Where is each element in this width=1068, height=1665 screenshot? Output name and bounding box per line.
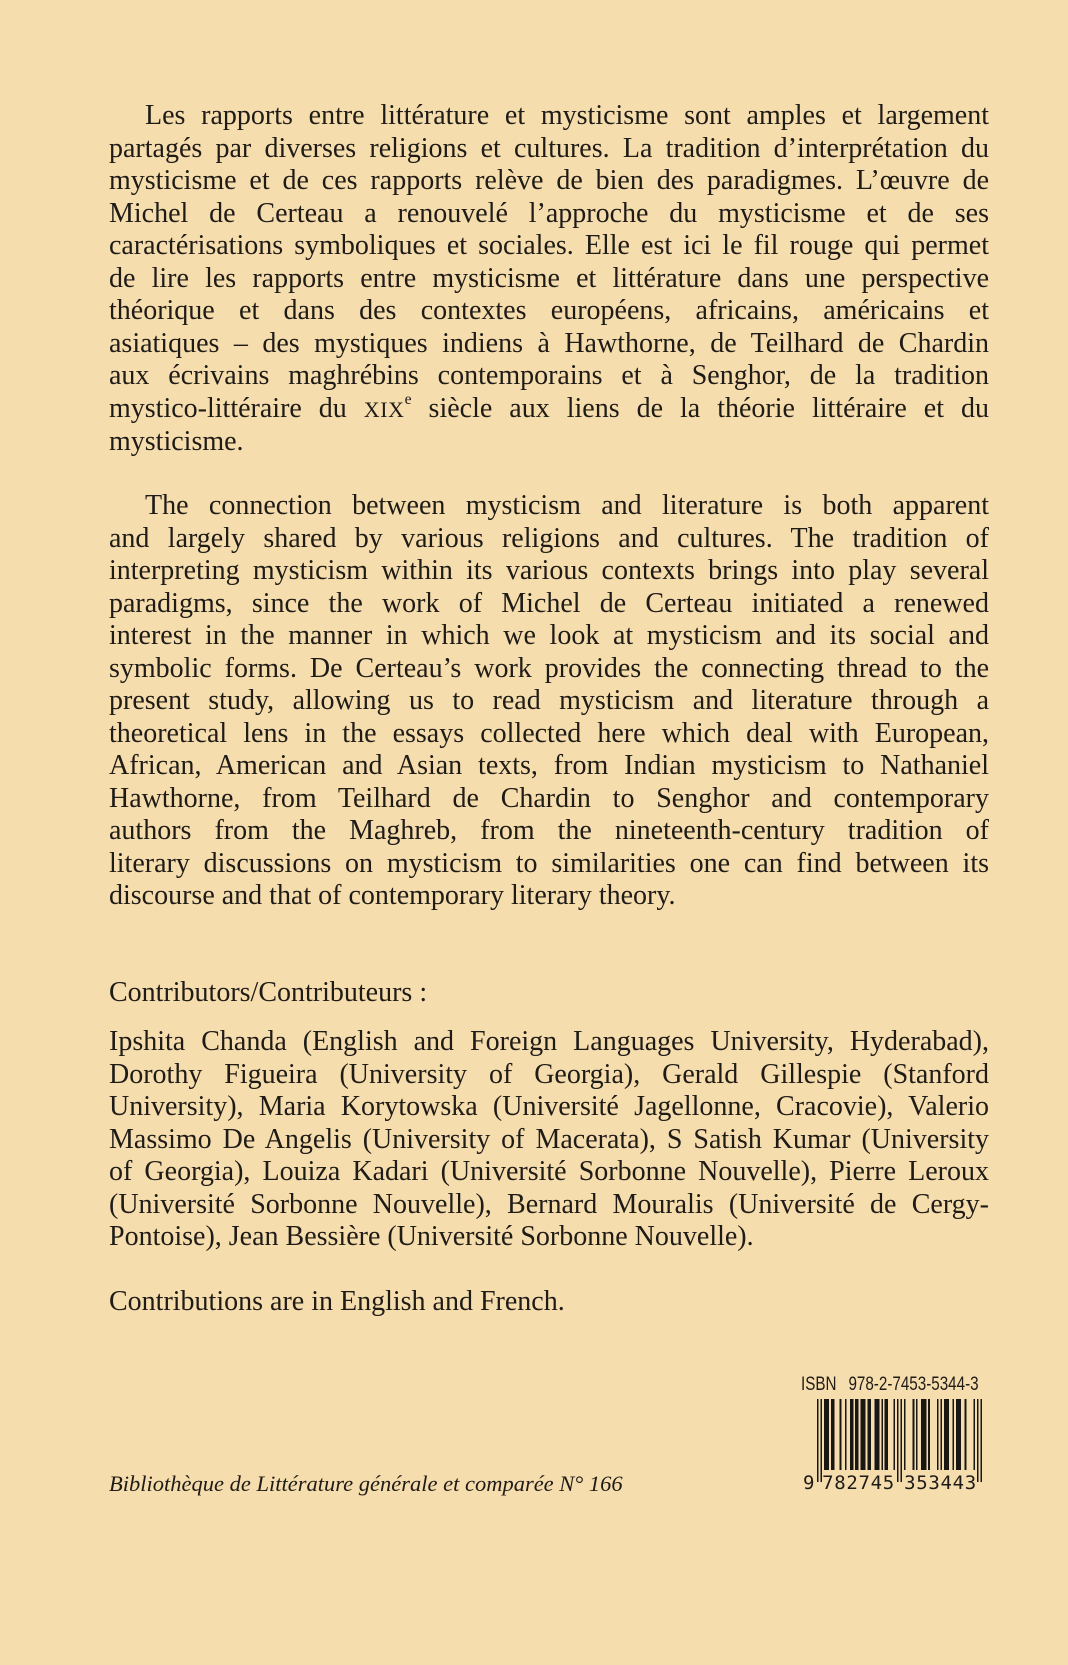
barcode-bar [874,1399,879,1470]
barcode-bar [840,1399,842,1470]
barcode-bar [860,1399,865,1470]
contributors-heading [109,977,989,1010]
english-blurb-line: literary discussions on mysticism to similarities one can find between its [109,847,989,879]
isbn-number: 978-2-7453-5344-3 [848,1374,979,1395]
french-blurb-line: caractérisations symboliques et sociales. Elle est ici le fil rouge qui permet [109,230,989,261]
english-blurb-line: symbolic forms. De Certeau’s work provides the connecting thread to the [109,652,989,684]
contributor-line: University), Maria Korytowska (Université Jagellonne, Cracovie), Valerio [109,1091,989,1122]
barcode-left-digits: 782745 [822,1472,895,1494]
contributor-line: (Université Sorbonne Nouvelle), Bernard Mouralis (Université de Cergy- [109,1188,989,1220]
english-blurb-line: and largely shared by various religions and cultures. The tradition of [109,522,989,554]
french-blurb-line: partagés par diverses religions et cultures. La tradition d’interprétation du [109,132,989,164]
barcode-bar [845,1399,847,1470]
barcode-bar [937,1399,939,1470]
english-blurb-line: The connection between mysticism and literature is both apparent [145,490,989,521]
barcode-guard-bar [817,1399,819,1482]
english-blurb-line: present study, allowing us to read mysticism and literature through a [109,685,989,716]
barcode-bar [893,1399,895,1470]
barcode-bar [916,1399,918,1470]
french-blurb-line: asiatiques – des mystiques indiens à Hawthorne, de Teilhard de Chardin [109,327,989,359]
english-blurb [109,490,989,913]
contributions-note-text: Contributions are in English and French. [109,1286,565,1317]
barcode-bar [881,1399,883,1470]
english-blurb-line: authors from the Maghreb, from the nineteenth-century tradition of [109,815,989,846]
barcode-bar [824,1399,829,1470]
french-blurb-line: Michel de Certeau a renouvelé l’approche du mysticisme et de ses [109,197,989,229]
contributor-line: Dorothy Figueira (University of Georgia), Gerald Gillespie (Stanford [109,1058,989,1090]
century-numeral: XIX [363,397,405,422]
french-blurb-line [109,393,989,427]
contributor-line: Pontoise), Jean Bessière (Université Sorbonne Nouvelle). [109,1221,754,1252]
barcode-guard-bar [980,1399,982,1482]
contributors-heading-text: Contributors/Contributeurs : [109,977,428,1008]
barcode-bar [867,1399,870,1470]
barcode-bar [940,1399,942,1470]
barcode [817,1399,982,1482]
isbn-line [801,1375,979,1394]
contributor-line: Massimo De Angelis (University of Macerata), S Satish Kumar (University [109,1123,989,1155]
french-blurb-line: aux écrivains maghrébins contemporains et à Senghor, de la tradition [109,360,989,391]
barcode-bar [973,1399,975,1470]
english-blurb-line: African, American and Asian texts, from Indian mysticism to Nathaniel [109,750,989,781]
english-blurb-line: theoretical lens in the essays collected here which deal with European, [109,717,989,749]
barcode-bar [855,1399,858,1470]
barcode-guard-bar [900,1399,902,1482]
contributor-line: of Georgia), Louiza Kadari (Université Sorbonne Nouvelle), Pierre Leroux [109,1156,989,1187]
english-blurb-line: discourse and that of contemporary literary theory. [109,880,676,911]
barcode-bar [885,1399,888,1470]
barcode-guard-bar [897,1399,899,1482]
barcode-bar [913,1399,915,1470]
barcode-bar [904,1399,906,1470]
barcode-bar [850,1399,853,1470]
french-blurb-line: mysticisme et de ces rapports relève de bien des paradigmes. L’œuvre de [109,165,989,196]
barcode-bar [944,1399,949,1470]
english-blurb-line: paradigms, since the work of Michel de Certeau initiated a renewed [109,587,989,619]
barcode-right-digits: 353443 [904,1472,977,1494]
barcode-bar [831,1399,834,1470]
barcode-guard-bar [977,1399,979,1482]
isbn-label: ISBN [801,1374,837,1395]
french-blurb-line-text: mystico-littéraire du [109,392,364,424]
french-blurb [109,100,989,459]
barcode-guard-bar [820,1399,822,1482]
barcode-bar [928,1399,930,1470]
english-blurb-line: interest in the manner in which we look at mysticism and its social and [109,620,989,651]
barcode-leading-digit: 9 [803,1472,815,1494]
barcode-bar [952,1399,954,1470]
french-blurb-line: mysticisme. [109,426,244,457]
century-suffix: e [404,391,412,409]
french-blurb-line-text: siècle aux liens de la théorie littéraire et du [411,392,989,424]
contributors-list [109,1026,989,1254]
french-blurb-line: Les rapports entre littérature et mysticisme sont amples et largement [145,100,989,131]
english-blurb-line: Hawthorne, from Teilhard de Chardin to Senghor and contemporary [109,782,989,814]
french-blurb-line: théorique et dans des contextes européens, africains, américains et [109,295,989,326]
contributions-note [109,1286,989,1319]
barcode-bar [921,1399,926,1470]
contributor-line: Ipshita Chanda (English and Foreign Languages University, Hyderabad), [109,1026,989,1057]
french-blurb-line: de lire les rapports entre mysticisme et littérature dans une perspective [109,262,989,294]
series-title: Bibliothèque de Littérature générale et comparée N° 166 [109,1471,623,1496]
barcode-bar [956,1399,961,1470]
english-blurb-line: interpreting mysticism within its various contexts brings into play several [109,555,989,586]
barcode-bar [965,1399,967,1470]
